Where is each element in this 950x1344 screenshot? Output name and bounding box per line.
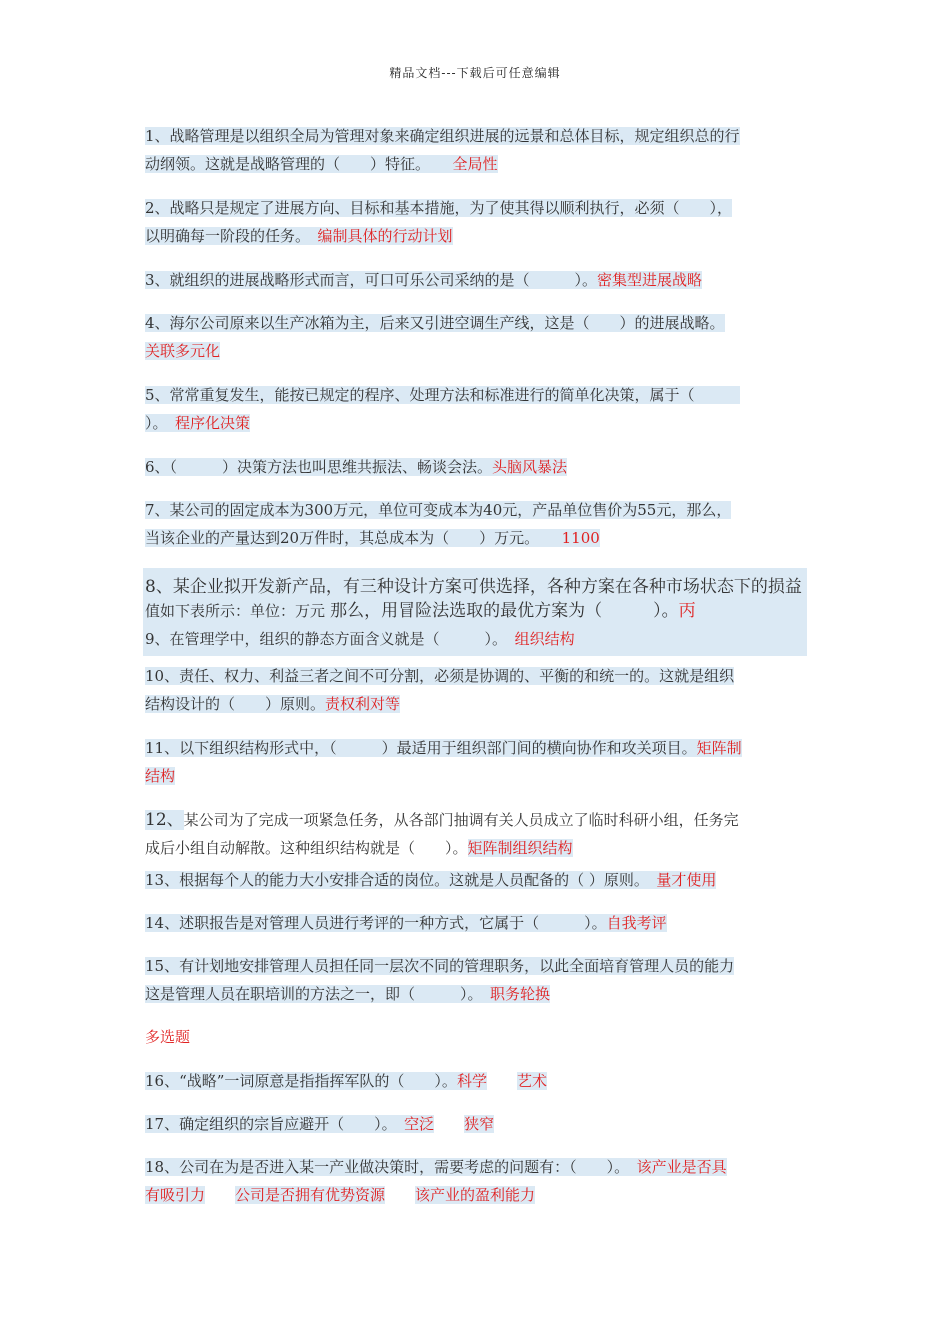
answer: 自我考评 [606,914,667,932]
question-text: 当该企业的产量达到20万件时，其总成本为（ ）万元。 [145,529,532,547]
question-text: 结构设计的（ ）原则。 [145,695,326,713]
question-text: 7、某公司的固定成本为300万元，单位可变成本为40元，产品单位售价为55元，那么， [145,501,732,519]
question-text: 10、责任、权力、利益三者之间不可分割，必须是协调的、平衡的和统一的。这就是组织 [145,667,735,685]
question-4 [145,309,810,365]
question-text: 以明确每一阶段的任务。 [145,227,303,245]
question-text: ）。 [145,414,161,432]
question-15 [145,952,810,1008]
answer: 头脑风暴法 [492,458,568,476]
question-11 [145,734,810,790]
question-text: 4、海尔公司原来以生产冰箱为主，后来又引进空调生产线，这是（ ）的进展战略。 [145,314,725,332]
question-8-9-block [143,568,807,656]
question-10 [145,662,810,718]
answer: 空泛 [404,1115,435,1133]
question-text: 某公司为了完成一项紧急任务，从各部门抽调有关人员成立了临时科研小组，任务完 [183,811,739,829]
section-title: 多选题 [145,1028,191,1046]
answer: 矩阵制组织结构 [467,839,573,857]
answer: 组织结构 [514,630,575,648]
question-14 [145,909,810,937]
question-text: 14、述职报告是对管理人员进行考评的一种方式，它属于（ ）。 [145,914,607,932]
answer: 有吸引力 [145,1186,206,1204]
question-text: 17、确定组织的宗旨应避开（ ）。 [145,1115,390,1133]
question-text: 13、根据每个人的能力大小安排合适的岗位。这就是人员配备的（ ）原则。 [145,871,642,889]
question-text: 5、常常重复发生，能按已规定的程序、处理方法和标准进行的简单化决策，属于（ [145,386,695,404]
answer: 科学 [456,1072,487,1090]
question-9-text: 9、在管理学中，组织的静态方面含义就是（ ）。 [145,630,500,648]
answer: 该产业是否具 [636,1158,727,1176]
question-7 [145,496,810,552]
answer: 程序化决策 [175,414,251,432]
question-text: 动纲领。这就是战略管理的（ ）特征。 [145,155,423,173]
answer: 狭窄 [464,1115,495,1133]
answer: 关联多元化 [145,342,221,360]
answer: 1100 [561,529,600,547]
question-text: 3、就组织的进展战略形式而言，可口可乐公司采纳的是（ ）。 [145,271,598,289]
question-16 [145,1067,810,1095]
question-8-text: 8、某企业拟开发新产品，有三种设计方案可供选择，各种方案在各种市场状态下的损益 [145,577,802,597]
question-17 [145,1110,810,1138]
question-3 [145,266,810,294]
question-8-text: 值如下表所示：单位：万元 [145,602,326,620]
question-6 [145,453,810,481]
answer: 量才使用 [656,871,717,889]
question-text: 2、战略只是规定了进展方向、目标和基本措施，为了使其得以顺利执行，必须（ ）， [145,199,733,217]
question-5 [145,381,810,437]
answer: 全局性 [452,155,498,173]
answer: 编制具体的行动计划 [317,227,453,245]
question-2 [145,194,810,250]
answer: 结构 [145,767,176,785]
question-18 [145,1153,810,1209]
question-12 [145,806,810,862]
question-text: 6、（ ）决策方法也叫思维共振法、畅谈会法。 [145,458,493,476]
question-number: 12、 [145,810,184,830]
question-8-text: 那么，用冒险法选取的最优方案为（ ）。 [330,601,679,621]
question-text: 18、公司在为是否进入某一产业做决策时，需要考虑的问题有：（ ）。 [145,1158,622,1176]
answer: 职务轮换 [490,985,551,1003]
answer: 丙 [678,601,696,621]
answer: 该产业的盈利能力 [415,1186,536,1204]
answer: 责权利对等 [325,695,401,713]
answer: 公司是否拥有优势资源 [235,1186,386,1204]
question-text: 1、战略管理是以组织全局为管理对象来确定组织进展的远景和总体目标，规定组织总的行 [145,127,740,145]
answer: 密集型进展战略 [597,271,703,289]
question-1 [145,122,810,178]
question-13 [145,866,810,894]
answer: 矩阵制 [696,739,742,757]
question-text: 成后小组自动解散。这种组织结构就是（ ）。 [145,839,468,857]
answer: 艺术 [516,1072,547,1090]
question-text: 16、“战略”一词原意是指指挥军队的（ ）。 [145,1072,457,1090]
question-text: 这是管理人员在职培训的方法之一，即（ ）。 [145,985,476,1003]
page-header: 精品文档---下载后可任意编辑 [389,66,561,80]
question-text: 11、以下组织结构形式中，（ ）最适用于组织部门间的横向协作和攻关项目。 [145,739,697,757]
question-text: 15、有计划地安排管理人员担任同一层次不同的管理职务，以此全面培育管理人员的能力 [145,957,735,975]
